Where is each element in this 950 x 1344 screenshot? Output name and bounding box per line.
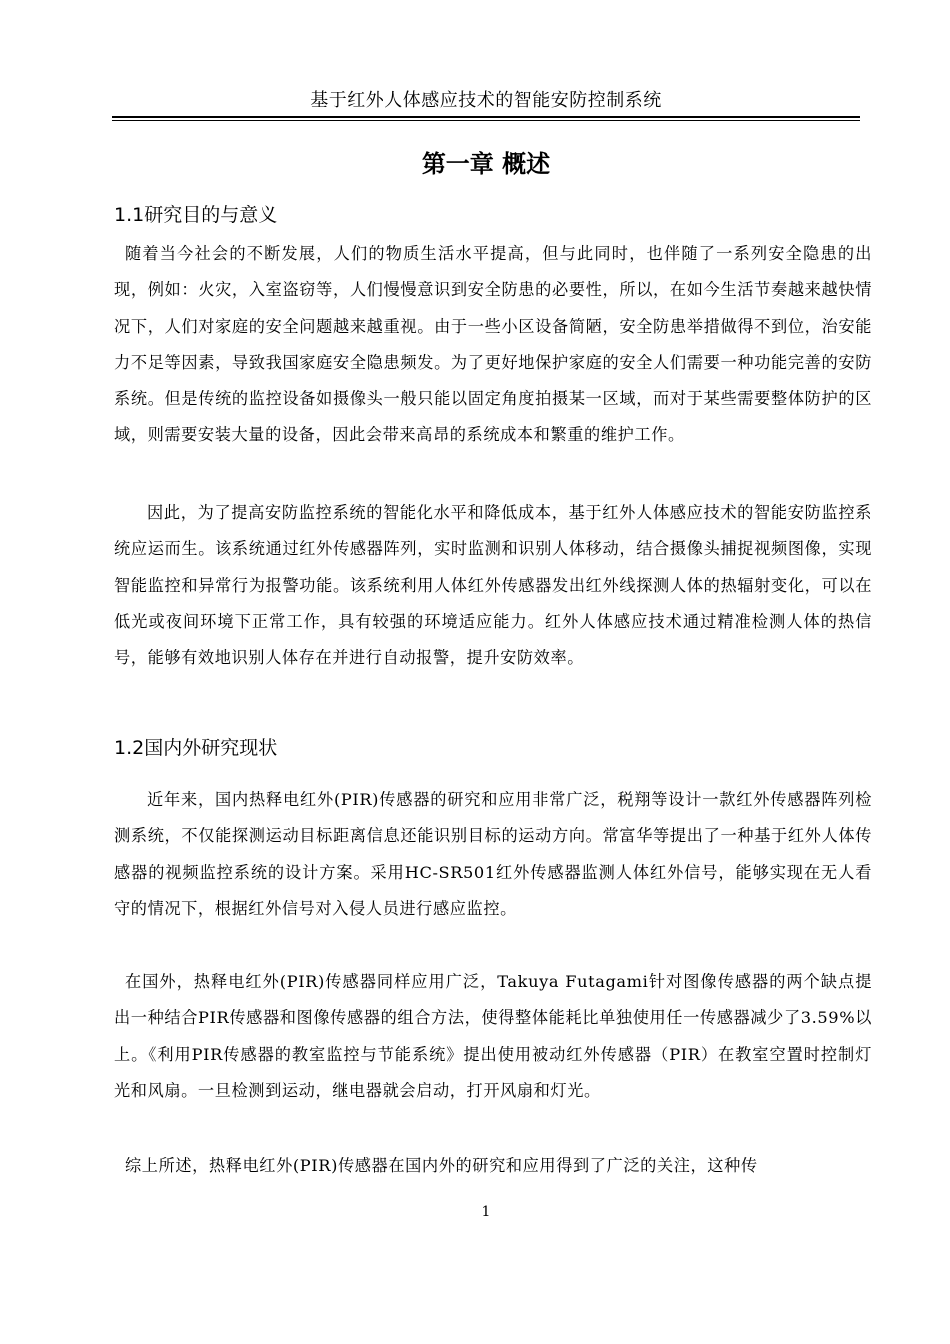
paragraph-1-1-a: 随着当今社会的不断发展，人们的物质生活水平提高，但与此同时，也伴随了一系列安全隐患的出现，例如：火灾，入室盗窃等，人们慢慢意识到安全防患的必要性，所以，在如今生活节奏越来越快情况下，人们对家庭的安全问题越来越重视。由于一些小区设备简陋，安全防患举措做得不到位，治安能力不足等因素，导致我国家庭安全隐患频发。为了更好地保护家庭的安全人们需要一种功能完善的安防系统。但是传统的监控设备如摄像头一般只能以固定角度拍摄某一区域，而对于某些需要整体防护的区域，则需要安装大量的设备，因此会带来高昂的系统成本和繁重的维护工作。 xyxy=(114,244,872,445)
paragraph-1-1-b: 因此，为了提高安防监控系统的智能化水平和降低成本，基于红外人体感应技术的智能安防监控系统应运而生。该系统通过红外传感器阵列，实时监测和识别人体移动，结合摄像头捕捉视频图像，实现智能监控和异常行为报警功能。该系统利用人体红外传感器发出红外线探测人体的热辐射变化，可以在低光或夜间环境下正常工作，具有较强的环境适应能力。红外人体感应技术通过精准检测人体的热信号，能够有效地识别人体存在并进行自动报警，提升安防效率。 xyxy=(114,503,872,668)
running-header: 基于红外人体感应技术的智能安防控制系统 xyxy=(310,90,662,111)
section-heading-1-2: 1.2国内外研究现状 xyxy=(114,737,278,759)
section-heading-1-1: 1.1研究目的与意义 xyxy=(114,204,278,226)
header-rule-thin xyxy=(112,120,860,121)
chapter-title: 第一章 概述 xyxy=(421,150,551,178)
paragraph-1-2-b: 在国外，热释电红外(PIR)传感器同样应用广泛，Takuya Futagami针对图像传感器的两个缺点提出一种结合PIR传感器和图像传感器的组合方法，使得整体能耗比单独使用任一传感器减少了3.59%以上。《利用PIR传感器的教室监控与节能系统》提出使用被动红外传感器（PIR）在教室空置时控制灯光和风扇。一旦检测到运动，继电器就会启动，打开风扇和灯光。 xyxy=(114,972,872,1100)
page-number: 1 xyxy=(481,1204,491,1220)
paragraph-1-2-c: 综上所述，热释电红外(PIR)传感器在国内外的研究和应用得到了广泛的关注，这种传 xyxy=(125,1156,758,1175)
header-rule-thick xyxy=(112,116,860,118)
paragraph-1-2-a: 近年来，国内热释电红外(PIR)传感器的研究和应用非常广泛，税翔等设计一款红外传感器阵列检测系统，不仅能探测运动目标距离信息还能识别目标的运动方向。常富华等提出了一种基于红外人体传感器的视频监控系统的设计方案。采用HC-SR501红外传感器监测人体红外信号，能够实现在无人看守的情况下，根据红外信号对入侵人员进行感应监控。 xyxy=(114,790,872,918)
